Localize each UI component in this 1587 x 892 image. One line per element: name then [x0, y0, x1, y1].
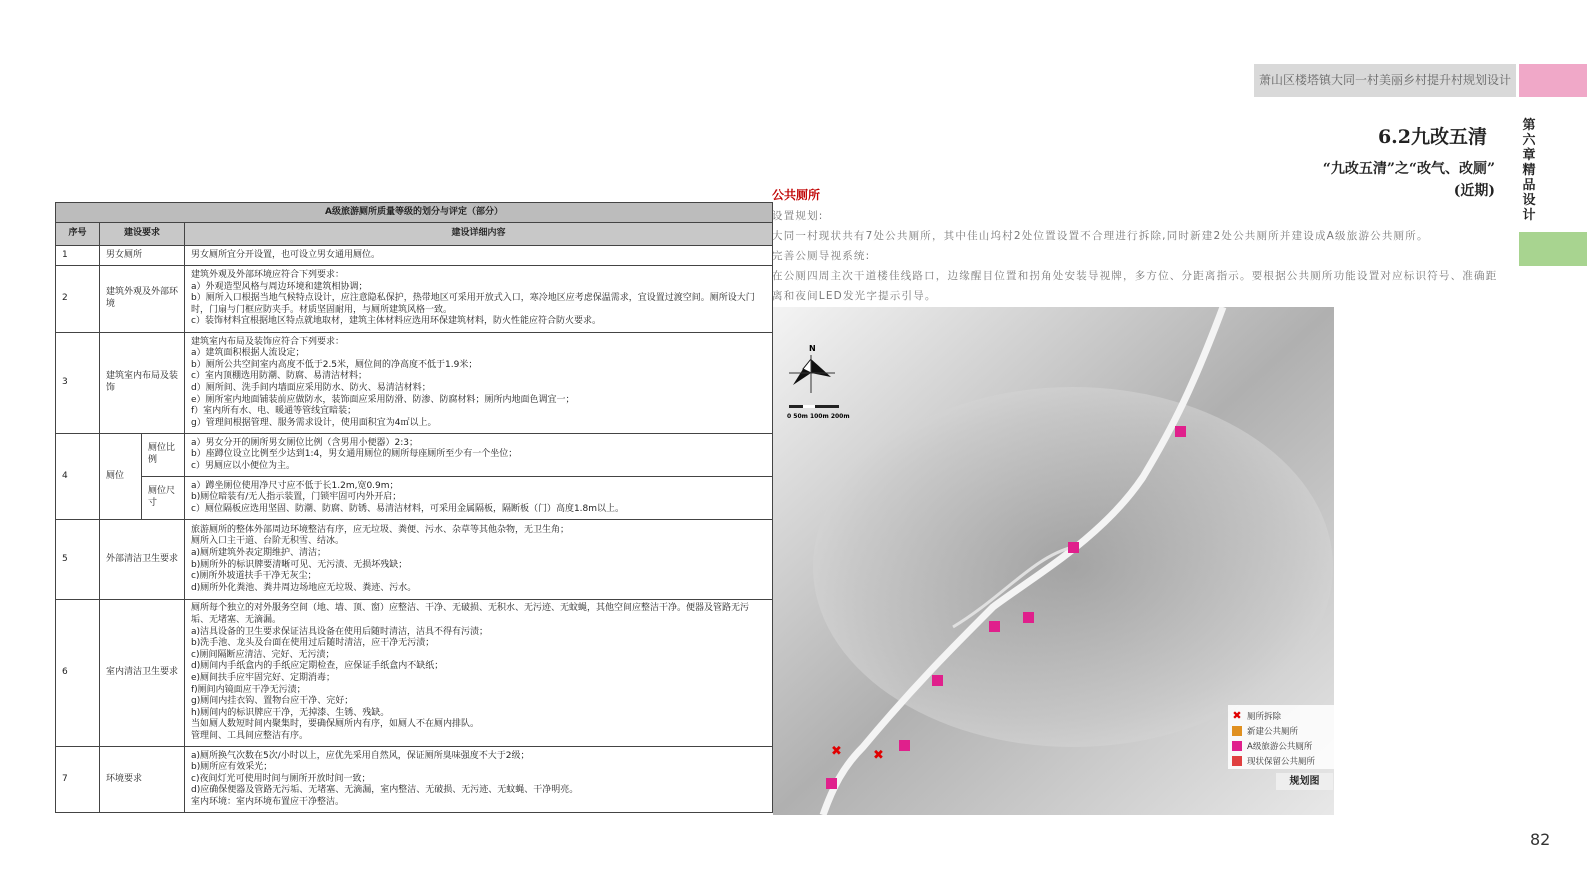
cell-no: 3 [56, 333, 100, 434]
cell-req: 外部清洁卫生要求 [100, 520, 185, 600]
page-subtitle: “九改五清”之“改气、改厕” [1322, 161, 1495, 177]
cell-no: 2 [56, 266, 100, 333]
x-icon: ✖ [873, 748, 884, 763]
chapter-label: 第六章 精品设计 [1522, 118, 1536, 223]
map-label: 规划图 [1276, 773, 1333, 790]
header-no: 序号 [56, 223, 100, 246]
scale-label: 0 50m 100m 200m [787, 413, 850, 420]
header-req: 建设要求 [100, 223, 185, 246]
cell-content: 旅游厕所的整体外部周边环境整洁有序，应无垃圾、粪便、污水、杂草等其他杂物，无卫生角； 厕所入口主干道、台阶无积雪、结冰。 a)厕所建筑外表定期维护、清洁； b)厕所外的标识牌要清晰可见、无污渍、无损坏残缺； c)厕所外坡道扶手干净无灰尘； d)厕所外化粪池、粪井周边场地应无垃圾、粪迹、污水。 [185, 520, 773, 600]
toilet-icon [899, 740, 910, 751]
cell-content: a）男女分开的厕所男女厕位比例（含男用小便器）2:3； b）座蹲位设立比例至少达到1:4，男女通用厕位的厕所每座厕所至少有一个坐位； c）男厕应以小便位为主。 [185, 434, 773, 477]
cell-req: 环境要求 [100, 747, 185, 813]
cell-no: 5 [56, 520, 100, 600]
cell-content: a）蹲坐厕位使用净尺寸应不低于长1.2m,宽0.9m； b)厕位暗装有/无人指示装置，门锁牢固可内外开启； c）厕位隔板应选用坚固、防潮、防腐、防锈、易清洁材料，可采用金属隔板，隔断板（门）高度1.8m以上。 [185, 477, 773, 520]
paragraph: 完善公厕导视系统: [772, 250, 871, 262]
legend-label: 新建公共厕所 [1247, 726, 1299, 737]
legend-item [1232, 723, 1330, 738]
table-row [56, 333, 773, 434]
paragraph: 大同一村现状共有7处公共厕所，其中佳山坞村2处位置设置不合理进行拆除,同时新建2处公共厕所并建设成A级旅游公共厕所。 [772, 230, 1429, 242]
section-text [772, 206, 1502, 306]
cell-content: a)厕所换气次数在5次/小时以上，应优先采用自然风，保证厕所臭味强度不大于2级； b)厕所应有效采光； c)夜间灯光可使用时间与厕所开放时间一致； d)应确保便器及管路无污垢、无堵塞、无滴漏，室内整洁、无破损、无污迹、无蚊蝇、干净明亮。 室内环境：室内环境布置应干净整洁。 [185, 747, 773, 813]
paragraph: 设置规划: [772, 210, 824, 222]
cell-content: 厕所每个独立的对外服务空间（地、墙、顶、窗）应整洁、干净、无破损、无积水、无污迹、无蚊蝇，其他空间应整洁干净。便器及管路无污垢、无堵塞、无滴漏。 a)洁具设备的卫生要求保证洁具设备在使用后随时清洁，洁具不得有污渍； b)洗手池、龙头及台面在使用过后随时清洁，应干净无污渍； c)厕间隔断应清洁、完好、无污渍； d)厕间内手纸盒内的手纸应定期检查，应保证手纸盒内不缺纸； e)厕间扶手应牢固完好、定期消毒； f)厕间内镜面应干净无污渍； g)厕间内挂衣钩、置物台应干净、完好； h)厕间内的标识牌应干净，无掉漆、生锈、残缺。 当如厕人数短时间内聚集时，要确保厕所内有序，如厕人不在厕内排队。 管理间、工具间应整洁有序。 [185, 600, 773, 747]
toilet-icon [1232, 741, 1242, 751]
table-row [56, 747, 773, 813]
legend-label: 现状保留公共厕所 [1247, 756, 1316, 767]
section-heading: 公共厕所 [772, 188, 821, 202]
cell-content: 男女厕所宜分开设置，也可设立男女通用厕位。 [185, 246, 773, 266]
period-label: (近期) [1453, 183, 1495, 199]
table-row [56, 246, 773, 266]
toilet-icon [826, 778, 837, 789]
toilet-icon [1232, 726, 1242, 736]
map-legend [1228, 705, 1334, 769]
standards-table [55, 202, 773, 813]
cell-sub: 厕位尺寸 [142, 477, 185, 520]
legend-item [1232, 753, 1330, 768]
scale-bar [789, 405, 839, 408]
x-icon: ✖ [1232, 708, 1242, 722]
toilet-icon [1068, 542, 1079, 553]
svg-text:N: N [809, 344, 816, 353]
page-number: 82 [1530, 830, 1551, 849]
toilet-icon [1175, 426, 1186, 437]
cell-req: 室内清洁卫生要求 [100, 600, 185, 747]
pink-tab [1519, 64, 1587, 97]
toilet-icon [1023, 612, 1034, 623]
green-tab [1519, 232, 1587, 266]
cell-no: 4 [56, 434, 100, 520]
toilet-icon [1232, 756, 1242, 766]
legend-label: 厕所拆除 [1247, 711, 1282, 722]
cell-no: 6 [56, 600, 100, 747]
cell-req: 建筑室内布局及装饰 [100, 333, 185, 434]
cell-content: 建筑室内布局及装饰应符合下列要求： a）建筑面积根据人流设定； b）厕所公共空间室内高度不低于2.5米，厕位间的净高度不低于1.9米； c）室内顶棚选用防潮、防腐、易清洁材料； d）厕所间、洗手间内墙面应采用防水、防火、易清洁材料； e）厕所室内地面铺装前应做防水，装饰面应采用防滑、防渗、防腐材料；厕所内地面色调宜一； f）室内所有水、电、暖通等管线宜暗装； g）管理间根据管理、服务需求设计，使用面积宜为4㎡以上。 [185, 333, 773, 434]
cell-sub: 厕位比例 [142, 434, 185, 477]
table-title: A级旅游厕所质量等级的划分与评定（部分） [56, 203, 773, 223]
page-title: 6.2九改五清 [1377, 126, 1487, 148]
legend-item [1232, 708, 1330, 723]
cell-no: 7 [56, 747, 100, 813]
table-row [56, 434, 773, 477]
toilet-icon [932, 675, 943, 686]
table-row [56, 266, 773, 333]
cell-req: 厕位 [100, 434, 142, 520]
x-icon: ✖ [831, 744, 842, 759]
table-row [56, 477, 773, 520]
legend-item [1232, 738, 1330, 753]
table-row [56, 600, 773, 747]
legend-label: A级旅游公共厕所 [1247, 741, 1313, 752]
table-row [56, 520, 773, 600]
project-title-bar: 萧山区楼塔镇大同一村美丽乡村提升村规划设计 [1254, 64, 1516, 97]
cell-content: 建筑外观及外部环境应符合下列要求： a）外观造型风格与周边环境和建筑相协调； b）厕所入口根据当地气候特点设计，应注意隐私保护，热带地区可采用开放式入口，寒冷地区应考虑保温需求，宜设置过渡空间。厕所设大门时，门扇与门框应防夹手。材质坚固耐用，与厕所建筑风格一致。 c）装饰材料宜根据地区特点就地取材，建筑主体材料应选用环保建筑材料，防火性能应符合防火要求。 [185, 266, 773, 333]
paragraph: 在公厕四周主次干道楼佳线路口，边缘醒目位置和拐角处安装导视牌，多方位、分距离指示。要根据公共厕所功能设置对应标识符号、准确距离和夜间LED发光字提示引导。 [772, 270, 1498, 302]
header-content: 建设详细内容 [185, 223, 773, 246]
cell-req: 建筑外观及外部环境 [100, 266, 185, 333]
toilet-icon [989, 621, 1000, 632]
cell-no: 1 [56, 246, 100, 266]
cell-req: 男女厕所 [100, 246, 185, 266]
